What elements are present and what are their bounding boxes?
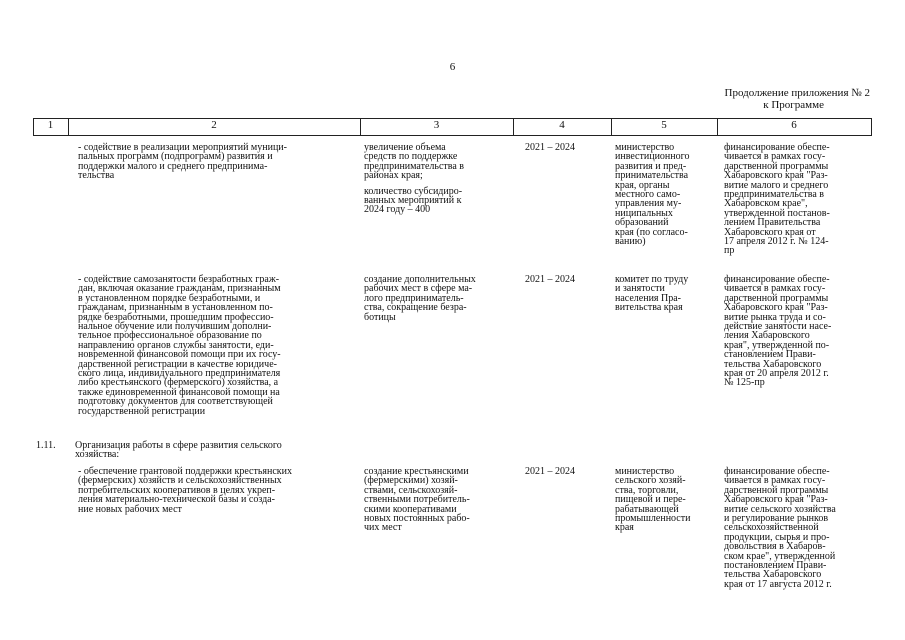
row-2-period: 2021 – 2024	[525, 274, 575, 285]
row-1-result-b: количество субсидиро- ванных мероприятий к 2024 году – 400	[364, 185, 463, 216]
appendix-caption	[690, 87, 880, 111]
row-1-activity: - содействие в реализации мероприятий муници- пальных программ (подпрограмм) развития и поддержки малого и среднего предпринима- тельства	[78, 142, 287, 182]
row-1-financing: финансирование обеспе- чивается в рамках госу- дарственной программы Хабаровского края "Раз- витие малого и среднего предпринимательства в Хабаровском крае", утвержденной постанов- лением Правительства Хабаровского края от 17 апреля 2012 г. № 124- пр	[724, 142, 830, 257]
table-header	[33, 118, 872, 136]
row-2-financing: финансирование обеспе- чивается в рамках госу- дарственной программы Хабаровского края "Раз- витие рынка труда и со- действие занятости насе- ления Хабаровского края", утвержденной по- становлением Прави- тельства Хабаровского края от 20 апреля 2012 г. № 125-пр	[724, 274, 832, 389]
row-2-result: создание дополнительных рабочих мест в сфере ма- лого предприниматель- ства, сокращение безра- ботицы	[364, 274, 476, 323]
row-1-result	[364, 143, 514, 221]
row-1-period: 2021 – 2024	[525, 142, 575, 153]
page-number: 6	[449, 61, 456, 73]
row-1-executor: министерство инвестиционного развития и пред- принимательства края, органы местного само- управления му- ниципальных образований края (по согласо- ванию)	[615, 142, 690, 248]
appendix-line-1: Продолжение приложения № 2	[724, 87, 870, 99]
row-1-result-a: увеличение объема средств по поддержке предпринимательства в районах края;	[364, 142, 465, 182]
header-col-2: 2	[211, 119, 217, 131]
row-4-financing: финансирование обеспе- чивается в рамках госу- дарственной программы Хабаровского края "Раз- витие сельского хозяйства и регулирование рынков сельскохозяйственной продукции, сырья и про- довольствия в Хабаров- ском крае", утвержденной постановлением Прави- тельства Хабаровского края от 17 августа 2012 г.	[724, 466, 836, 590]
header-col-1: 1	[47, 119, 54, 131]
row-2-activity: - содействие самозанятости безработных граж- дан, включая оказание гражданам, признанным в установленном порядке безработными, и гражданам, признанным в установленном по- рядке безработными, прошедшим профессио- нальное обучение или получившим дополни- тельное профессиональное образование по направлению органов службы занятости, еди- новременной финансовой помощи при их госу- дарственной регистрации в качестве юридиче- ского лица, индивидуального предпринимателя либо крестьянского (фермерского) хозяйства, а также единовременной финансовой помощи на подготовку документов для соответствующей государственной регистрации	[78, 274, 281, 417]
row-3-number: 1.11.	[36, 440, 56, 451]
row-2-executor: комитет по труду и занятости населения Пра- вительства края	[615, 274, 689, 314]
row-4-activity: - обеспечение грантовой поддержки крестьянских (фермерских) хозяйств и сельскохозяйственных потребительских кооперативов в целях укреп- ления материально-технической базы и созда- ние новых рабочих мест	[78, 466, 293, 515]
row-4-executor: министерство сельского хозяй- ства, торговли, пищевой и пере- рабатывающей промышленности края	[615, 466, 691, 534]
appendix-line-2: к Программе	[763, 99, 824, 111]
row-3-activity: Организация работы в сфере развития сельского хозяйства:	[75, 440, 282, 461]
row-4-result: создание крестьянскими (фермерскими) хозяй- ствами, сельскохозяй- ственными потребитель- скими кооперативами новых постоянных рабо- чих мест	[364, 466, 470, 534]
header-col-5: 5	[661, 119, 667, 131]
header-col-6: 6	[791, 119, 797, 131]
header-col-4: 4	[559, 119, 565, 131]
header-col-3: 3	[433, 119, 440, 131]
row-4-period: 2021 – 2024	[525, 466, 575, 477]
